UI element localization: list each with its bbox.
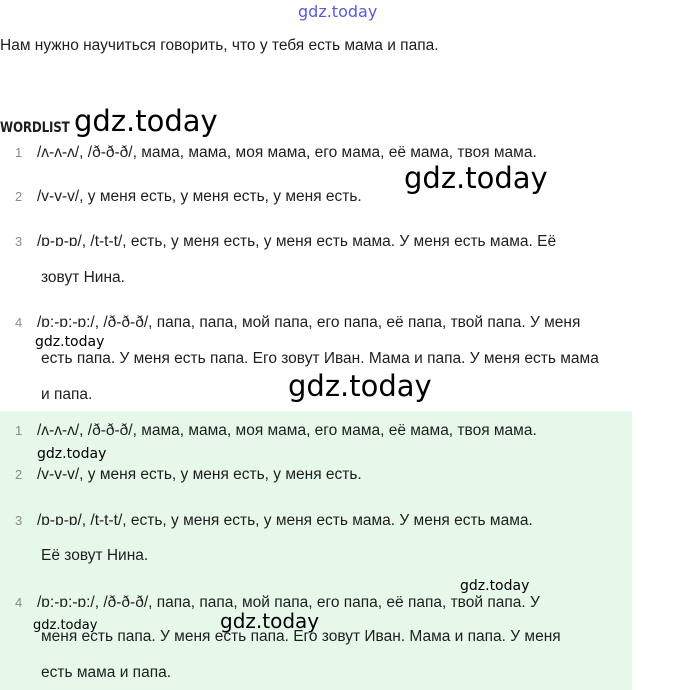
- intro-text: Нам нужно научиться говорить, что у тебя есть мама и папа.: [0, 37, 439, 54]
- list-item-line: есть папа. У меня есть папа. Его зовут Иван. Мама и папа. У меня есть мама: [41, 350, 599, 367]
- item-number: 4: [15, 315, 23, 330]
- item-number: 4: [15, 595, 23, 610]
- list-item-line: /ɒ:-ɒ:-ɒ:/, /ð-ð-ð/, папа, папа, мой папа, его папа, её папа, твой папа. У меня: [37, 314, 581, 331]
- wordlist-heading: WORDLIST: [0, 120, 70, 136]
- list-item-line: /v-v-v/, у меня есть, у меня есть, у меня есть.: [37, 188, 362, 205]
- list-item-line: и папа.: [41, 386, 93, 403]
- list-item-line: зовут Нина.: [41, 269, 125, 286]
- list-item-line: /ʌ-ʌ-ʌ/, /ð-ð-ð/, мама, мама, моя мама, его мама, её мама, твоя мама.: [37, 144, 537, 161]
- watermark: gdz.today: [33, 618, 98, 633]
- watermark-top: gdz.today: [298, 2, 378, 21]
- watermark: gdz.today: [460, 578, 530, 594]
- item-number: 1: [15, 145, 23, 160]
- list-item-line: /ʌ-ʌ-ʌ/, /ð-ð-ð/, мама, мама, моя мама, его мама, её мама, твоя мама.: [37, 422, 537, 439]
- item-number: 3: [15, 234, 23, 249]
- watermark: gdz.today: [220, 609, 320, 633]
- list-item-line: /ɒ-ɒ-ɒ/, /t-t-t/, есть, у меня есть, у меня есть мама. У меня есть мама.: [37, 512, 533, 529]
- list-item-line: Её зовут Нина.: [41, 547, 149, 564]
- list-item-line: меня есть папа. У меня есть папа. Его зовут Иван. Мама и папа. У меня: [41, 628, 561, 645]
- item-number: 3: [15, 513, 23, 528]
- list-item-line: есть мама и папа.: [41, 664, 172, 681]
- list-item-line: /v-v-v/, у меня есть, у меня есть, у меня есть.: [37, 466, 362, 483]
- watermark: gdz.today: [74, 104, 218, 138]
- list-item-line: /ɒ:-ɒ:-ɒ:/, /ð-ð-ð/, папа, папа, мой папа, его папа, её папа, твой папа. У: [37, 594, 540, 611]
- item-number: 2: [15, 189, 23, 204]
- item-number: 2: [15, 467, 23, 482]
- watermark: gdz.today: [404, 161, 548, 195]
- watermark: gdz.today: [37, 446, 107, 462]
- watermark: gdz.today: [288, 369, 432, 403]
- watermark: gdz.today: [35, 334, 105, 350]
- list-item-line: /ɒ-ɒ-ɒ/, /t-t-t/, есть, у меня есть, у меня есть мама. У меня есть мама. Её: [37, 233, 557, 250]
- item-number: 1: [15, 423, 23, 438]
